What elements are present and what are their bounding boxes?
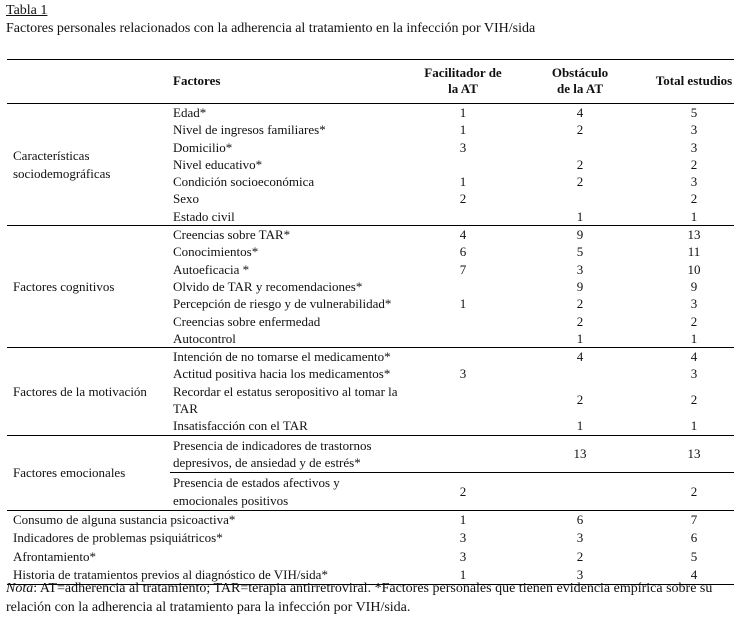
facilitador-cell: [420, 435, 506, 473]
factor-cell: Insatisfacción con el TAR: [173, 418, 308, 434]
obstaculo-cell: 5: [576, 244, 584, 260]
total-cell: 6: [690, 530, 698, 546]
factor-cell: Edad*: [170, 104, 420, 122]
factor-cell: Percepción de riesgo y de vulnerabilidad*: [173, 296, 392, 312]
table-row: [7, 348, 734, 366]
total-cell: 3: [690, 139, 698, 155]
obstaculo-cell: 2: [576, 392, 584, 408]
factor-cell: Presencia de estados afectivos y emocionales positivos: [170, 473, 420, 511]
table-row: [7, 510, 734, 529]
total-cell: 4: [654, 566, 734, 585]
note-text: : AT=adherencia al tratamiento; TAR=terapia antirretroviral. *Factores personales que tienen evidencia empírica sobre su relación con la adherencia al tratamiento para la infección por VIH/sida.: [6, 581, 713, 615]
total-cell: 5: [690, 548, 698, 564]
facilitador-cell: [420, 383, 506, 418]
category-cell: Factores emocionales: [7, 435, 170, 510]
obstaculo-cell: 2: [576, 296, 584, 312]
total-cell: 2: [690, 191, 698, 207]
total-cell: 3: [690, 122, 698, 138]
obstaculo-cell: 13: [506, 435, 654, 473]
factor-cell: Nivel educativo*: [173, 156, 263, 172]
total-cell: 1: [690, 418, 698, 434]
header-total: Total estudios: [655, 73, 733, 88]
total-cell: 1: [690, 330, 698, 346]
factor-cell: Intención de no tomarse el medicamento*: [170, 348, 420, 366]
obstaculo-cell: 3: [506, 566, 654, 585]
facilitador-cell: [420, 208, 506, 226]
facilitador-cell: 1: [420, 104, 506, 122]
factor-cell: Consumo de alguna sustancia psicoactiva*: [7, 510, 420, 529]
obstaculo-cell: [506, 365, 654, 382]
obstaculo-cell: 1: [576, 330, 584, 346]
total-cell: 2: [654, 473, 734, 511]
factor-cell: Autoeficacia *: [173, 261, 250, 277]
facilitador-cell: 2: [420, 473, 506, 511]
facilitador-cell: [420, 156, 506, 173]
factor-cell: Actitud positiva hacia los medicamentos*: [173, 366, 391, 382]
obstaculo-cell: 3: [576, 261, 584, 277]
total-cell: 1: [690, 208, 698, 224]
header-factores: Factores: [173, 73, 221, 88]
factor-cell: Indicadores de problemas psiquiátricos*: [13, 530, 223, 546]
table-label: Tabla 1: [6, 3, 48, 18]
factor-cell: Recordar el estatus seropositivo al tomar la TAR: [173, 383, 398, 417]
obstaculo-cell: 1: [576, 208, 584, 224]
facilitador-cell: [420, 417, 506, 435]
total-cell: 2: [690, 313, 698, 329]
total-cell: 2: [690, 392, 698, 408]
table-row: [7, 226, 734, 244]
factor-cell: Nivel de ingresos familiares*: [173, 122, 326, 138]
factor-cell: Conocimientos*: [173, 244, 259, 260]
factor-cell: Autocontrol: [173, 330, 236, 346]
obstaculo-cell: 2: [576, 548, 584, 564]
facilitador-cell: 3: [459, 139, 467, 155]
factor-cell: Creencias sobre enfermedad: [173, 313, 321, 329]
header-obstaculo: Obstáculo de la AT: [551, 65, 609, 96]
facilitador-cell: 2: [459, 191, 467, 207]
factor-cell: Sexo: [173, 191, 199, 207]
table-title: Factores personales relacionados con la adherencia al tratamiento en la infección por VIH/sida: [6, 21, 536, 36]
facilitador-cell: 7: [459, 261, 467, 277]
table-row: [7, 547, 734, 566]
total-cell: 13: [654, 435, 734, 473]
header-facilitador: Facilitador de la AT: [424, 65, 502, 96]
facilitador-cell: 1: [420, 510, 506, 529]
table-row: [7, 529, 734, 548]
obstaculo-cell: 4: [506, 348, 654, 366]
facilitador-cell: 1: [459, 296, 467, 312]
total-cell: 10: [687, 261, 701, 277]
facilitador-cell: 4: [420, 226, 506, 244]
factor-cell: Historia de tratamientos previos al diagnóstico de VIH/sida*: [7, 566, 420, 585]
obstaculo-cell: 2: [576, 313, 584, 329]
facilitador-cell: [420, 278, 506, 295]
obstaculo-cell: 2: [576, 156, 584, 172]
total-cell: 2: [690, 156, 698, 172]
note-label: Nota: [6, 581, 34, 596]
total-cell: 9: [690, 278, 698, 294]
factor-cell: Condición socioeconómica: [173, 174, 315, 190]
obstaculo-cell: 4: [506, 104, 654, 122]
total-cell: 3: [690, 366, 698, 382]
obstaculo-cell: 6: [506, 510, 654, 529]
factors-table: [7, 59, 734, 585]
obstaculo-cell: [506, 139, 654, 156]
facilitador-cell: 1: [420, 566, 506, 585]
total-cell: 11: [687, 244, 701, 260]
table-body: [7, 104, 734, 585]
facilitador-cell: 3: [459, 530, 467, 546]
factor-cell: Olvido de TAR y recomendaciones*: [173, 278, 363, 294]
total-cell: 4: [654, 348, 734, 366]
facilitador-cell: 1: [459, 122, 467, 138]
facilitador-cell: 3: [459, 366, 467, 382]
table-note: [6, 579, 741, 617]
table-row: [7, 435, 734, 473]
total-cell: 13: [654, 226, 734, 244]
facilitador-cell: [420, 330, 506, 348]
obstaculo-cell: 9: [506, 226, 654, 244]
facilitador-cell: 1: [459, 174, 467, 190]
facilitador-cell: [420, 313, 506, 330]
total-cell: 3: [690, 174, 698, 190]
category-cell: Características sociodemográficas: [7, 104, 170, 226]
obstaculo-cell: 2: [576, 174, 584, 190]
factor-cell: Creencias sobre TAR*: [170, 226, 420, 244]
obstaculo-cell: 9: [576, 278, 584, 294]
obstaculo-cell: [506, 473, 654, 511]
factor-cell: Domicilio*: [173, 139, 233, 155]
factor-cell: Afrontamiento*: [13, 548, 97, 564]
table-header-row: [7, 60, 734, 104]
total-cell: 7: [654, 510, 734, 529]
table-row: [7, 104, 734, 122]
obstaculo-cell: [506, 190, 654, 207]
obstaculo-cell: 2: [576, 122, 584, 138]
factor-cell: Estado civil: [173, 208, 235, 224]
obstaculo-cell: 3: [576, 530, 584, 546]
category-cell: Factores de la motivación: [7, 348, 170, 435]
facilitador-cell: 6: [459, 244, 467, 260]
obstaculo-cell: 1: [576, 418, 584, 434]
facilitador-cell: 3: [459, 548, 467, 564]
total-cell: 3: [690, 296, 698, 312]
factor-cell: Presencia de indicadores de trastornos depresivos, de ansiedad y de estrés*: [170, 435, 420, 473]
category-cell: Factores cognitivos: [7, 226, 170, 348]
facilitador-cell: [420, 348, 506, 366]
total-cell: 5: [654, 104, 734, 122]
table-caption: [6, 2, 535, 38]
